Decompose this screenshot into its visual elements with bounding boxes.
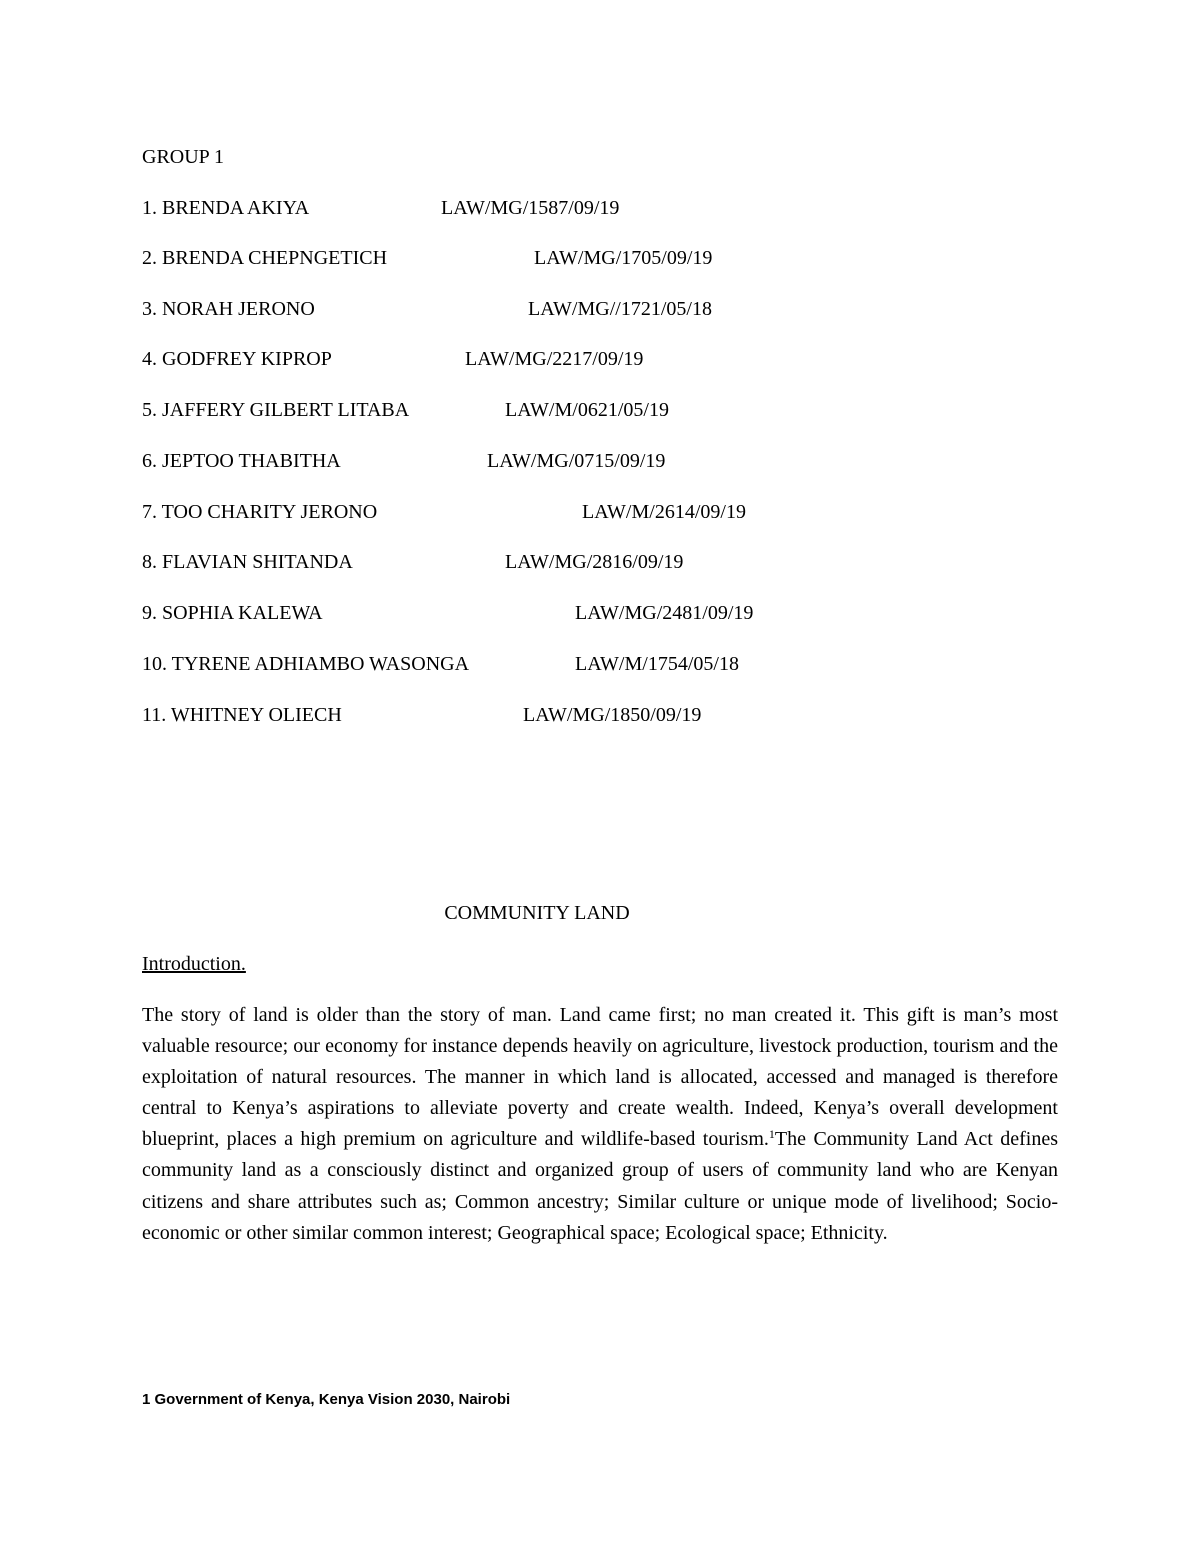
footnote-marker: 1 [768, 1127, 775, 1142]
member-reg-number: LAW/MG/1705/09/19 [534, 247, 713, 269]
member-name: 7. TOO CHARITY JERONO [142, 501, 378, 523]
group-title: GROUP 1 [142, 146, 225, 168]
member-name: 8. FLAVIAN SHITANDA [142, 551, 353, 573]
intro-label: Introduction. [142, 953, 246, 975]
footnote: 1 Government of Kenya, Kenya Vision 2030, Nairobi [142, 1391, 511, 1408]
member-name: 10. TYRENE ADHIAMBO WASONGA [142, 653, 470, 675]
member-reg-number: LAW/MG//1721/05/18 [528, 298, 712, 320]
member-name: 2. BRENDA CHEPNGETICH [142, 247, 388, 269]
member-reg-number: LAW/MG/2217/09/19 [465, 348, 644, 370]
member-name: 6. JEPTOO THABITHA [142, 450, 341, 472]
member-reg-number: LAW/MG/1587/09/19 [441, 197, 620, 219]
paragraph-part-1: The story of land is older than the story of man. Land came first; no man created it. This gift is man’s most valuable resource; our economy for instance depends heavily on agriculture, livestock production, tourism and the exploitation of natural resources. The manner in which land is allocated, accessed and managed is therefore central to Kenya’s aspirations to alleviate poverty and create wealth. Indeed, Kenya’s overall development blueprint, places a high premium on agriculture and wildlife-based tourism. [142, 1004, 1058, 1151]
member-reg-number: LAW/M/2614/09/19 [582, 501, 746, 523]
member-reg-number: LAW/MG/2481/09/19 [575, 602, 754, 624]
paragraph-part-2: The Community Land Act defines community land as a consciously distinct and organized group of users of community land who are Kenyan citizens and share attributes such as; Common ancestry; Similar culture or unique mode of livelihood; Socio-economic or other similar common interest; Geographical space; Ecological space; Ethnicity. [142, 1128, 1058, 1244]
member-name: 11. WHITNEY OLIECH [142, 704, 342, 726]
member-reg-number: LAW/MG/0715/09/19 [487, 450, 666, 472]
member-name: 1. BRENDA AKIYA [142, 197, 310, 219]
member-name: 9. SOPHIA KALEWA [142, 602, 323, 624]
member-reg-number: LAW/M/1754/05/18 [575, 653, 739, 675]
member-name: 3. NORAH JERONO [142, 298, 315, 320]
section-heading: COMMUNITY LAND [444, 902, 630, 924]
member-reg-number: LAW/M/0621/05/19 [505, 399, 669, 421]
member-reg-number: LAW/MG/2816/09/19 [505, 551, 684, 573]
member-name: 4. GODFREY KIPROP [142, 348, 332, 370]
member-reg-number: LAW/MG/1850/09/19 [523, 704, 702, 726]
member-name: 5. JAFFERY GILBERT LITABA [142, 399, 410, 421]
intro-paragraph [142, 1000, 1058, 1249]
